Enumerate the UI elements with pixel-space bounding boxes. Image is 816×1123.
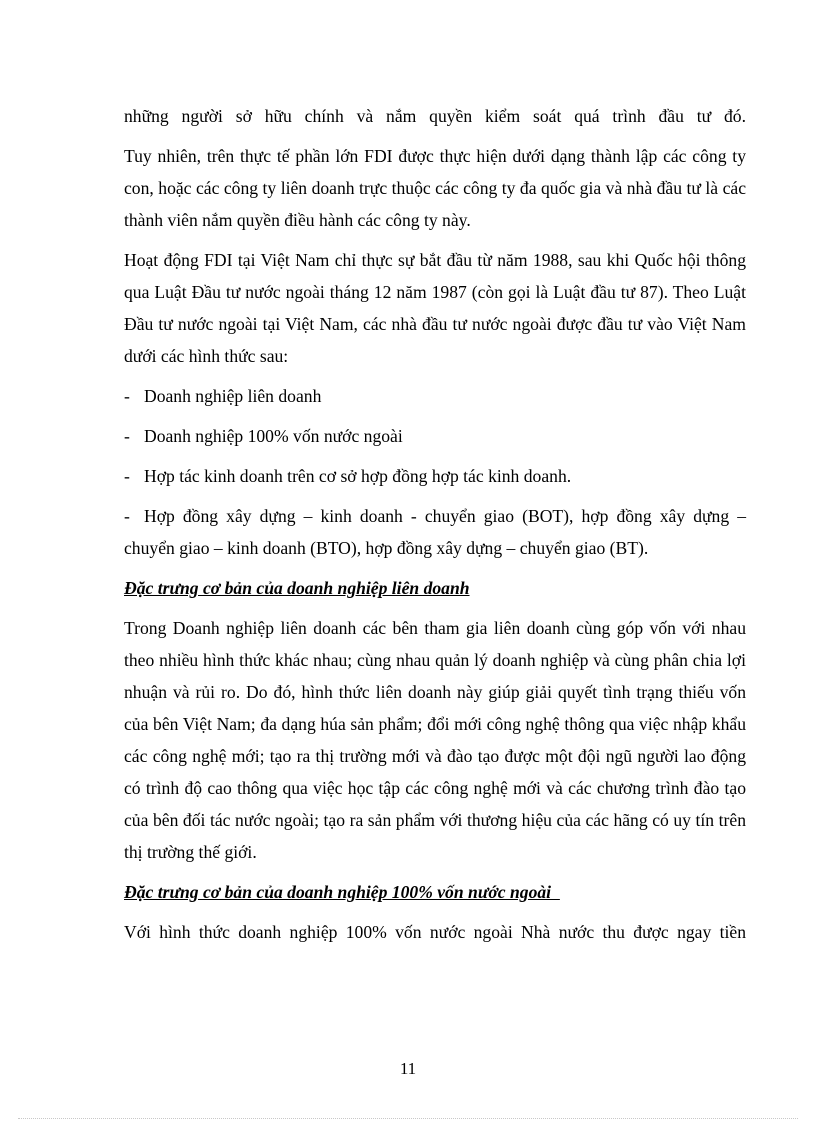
list-item — [124, 420, 746, 452]
paragraph-ownership: những người sở hữu chính và nắm quyền kiểm soát quá trình đầu tư đó. — [124, 106, 746, 126]
document-page — [124, 100, 746, 956]
list-item — [124, 460, 746, 492]
list-item-text: Doanh nghiệp liên doanh — [144, 386, 322, 406]
paragraph-foreign-owned: Với hình thức doanh nghiệp 100% vốn nước ngoài Nhà nước thu được ngay tiền — [124, 922, 746, 942]
bullet-dash: - — [124, 426, 130, 446]
bullet-dash: - — [124, 506, 130, 526]
bullet-dash: - — [124, 386, 130, 406]
bullet-dash: - — [124, 466, 130, 486]
section-heading-foreign-owned: Đặc trưng cơ bản của doanh nghiệp 100% vốn nước ngoài — [124, 882, 560, 902]
list-item — [124, 380, 746, 412]
page-number: 11 — [399, 1059, 417, 1078]
list-item-text: Hợp tác kinh doanh trên cơ sở hợp đồng hợp tác kinh doanh. — [144, 466, 572, 486]
paragraph-fdi-forms: Tuy nhiên, trên thực tế phần lớn FDI được thực hiện dưới dạng thành lập các công ty con, hoặc các công ty liên doanh trực thuộc các công ty đa quốc gia và nhà đầu tư là các thành viên nắm quyền điều hành các công ty này. — [124, 146, 746, 230]
paragraph-joint-venture: Trong Doanh nghiệp liên doanh các bên tham gia liên doanh cùng góp vốn với nhau theo nhiều hình thức khác nhau; cùng nhau quản lý doanh nghiệp và cùng phân chia lợi nhuận và rủi ro. Do đó, hình thức liên doanh này giúp giải quyết tình trạng thiếu vốn của bên Việt Nam; đa dạng húa sản phẩm; đổi mới công nghệ thông qua việc nhập khẩu các công nghệ mới; tạo ra thị trường mới và đào tạo được một đội ngũ người lao động có trình độ cao thông qua việc học tập các công nghệ mới và các chương trình đào tạo của bên đối tác nước ngoài; tạo ra sản phẩm với thương hiệu của các hãng có uy tín trên thị trường thế giới. — [124, 618, 746, 862]
list-item-text: Hợp đồng xây dựng – kinh doanh - chuyển giao (BOT), hợp đồng xây dựng – chuyển giao – kinh doanh (BTO), hợp đồng xây dựng – chuyển giao (BT). — [124, 506, 746, 558]
list-item — [124, 500, 746, 564]
section-heading-joint-venture: Đặc trưng cơ bản của doanh nghiệp liên doanh — [124, 578, 470, 598]
list-item-text: Doanh nghiệp 100% vốn nước ngoài — [144, 426, 403, 446]
footer-divider — [18, 1118, 798, 1119]
paragraph-fdi-vietnam: Hoạt động FDI tại Việt Nam chỉ thực sự bắt đầu từ năm 1988, sau khi Quốc hội thông qua Luật Đầu tư nước ngoài tháng 12 năm 1987 (còn gọi là Luật đầu tư 87). Theo Luật Đầu tư nước ngoài tại Việt Nam, các nhà đầu tư nước ngoài được đầu tư vào Việt Nam dưới các hình thức sau: — [124, 250, 746, 366]
